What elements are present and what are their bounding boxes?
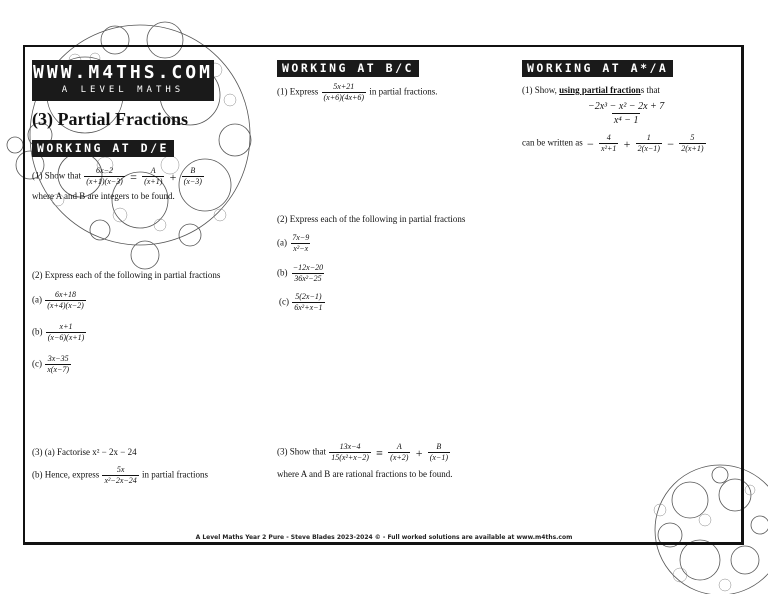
bc-q1: (1) Express $\frac{5x+21}{(x+6)(4x+6)}$ in partial fractions. — [277, 82, 438, 102]
bc-q2-intro: (2) Express each of the following in partial fractions — [277, 214, 466, 224]
tag-working-bc: WORKING AT B/C — [277, 60, 419, 77]
logo-url: WWW.M4THS.COM — [33, 62, 213, 83]
de-q1-fraction: $\frac{6x-2}{(x+1)(x-3)}$ — [86, 166, 123, 186]
de-q1-term-a: $\frac{A}{(x+1)}$ — [144, 166, 163, 186]
bc-q2c: (c) $\frac{5(2x-1)}{\text{6x²+x−1}}$ — [279, 292, 323, 312]
de-q1: (1) Show that $\frac{6x-2}{(x+1)(x-3)}$ = $\frac{A}{(x+1)}$ + $\frac{B}{(x-3)}$ — [32, 166, 202, 186]
page-title: (3) Partial Fractions — [32, 109, 188, 129]
bc-q2b: (b) $\frac{-12x-20}{\text{36x²−25}}$ — [277, 263, 324, 283]
de-q2-intro: (2) Express each of the following in partial fractions — [32, 270, 221, 280]
astar-q1-main-fraction: $\frac{\text{−2x³ − x² − 2x + 7}}{\text{x⁴ − 1}}$ — [588, 101, 665, 126]
logo-subtitle: A LEVEL MATHS — [61, 85, 185, 95]
bc-q3: (3) Show that $\frac{13x-4}{\text{15(x²+x−2)}}$ ≡ $\frac{A}{(x+2)}$ + $\frac{B}{(x-1)}$ — [277, 442, 448, 462]
tag-working-de: WORKING AT D/E — [32, 140, 174, 157]
bc-q3-line2: where A and B are rational fractions to be found. — [277, 469, 453, 479]
bc-q2a: (a) $\frac{7x-9}{\text{x²−x}}$ — [277, 233, 310, 253]
de-q1-prefix: (1) Show that — [32, 170, 81, 181]
de-q2c: (c) $\frac{3x-35}{x(x-7)}$ — [32, 354, 70, 374]
tag-working-astar: WORKING AT A*/A — [522, 60, 673, 77]
astar-q1-result: can be written as − $\frac{4}{\text{x²+1}}$ + $\frac{1}{2(x-1)}$ − $\frac{5}{2(x+1)}$ — [522, 133, 704, 153]
de-q3b: (b) Hence, express $\frac{5x}{\text{x²−2x−24}}$ in partial fractions — [32, 465, 208, 485]
de-q1-line2: where A and B are integers to be found. — [32, 191, 175, 201]
de-q2b: (b) $\frac{x+1}{(x-6)(x+1)}$ — [32, 322, 85, 342]
de-q1-term-b: $\frac{B}{(x-3)}$ — [183, 166, 202, 186]
de-q2a: (a) $\frac{6x+18}{(x+4)(x-2)}$ — [32, 290, 84, 310]
underlined-phrase: using partial fraction — [559, 85, 641, 95]
astar-q1-line1: (1) Show, using partial fractions that — [522, 85, 660, 95]
footer-credit: A Level Maths Year 2 Pure - Steve Blades 2023-2024 © - Full worked solutions are available at www.m4ths.com — [195, 534, 573, 541]
de-q3a: (3) (a) Factorise x² − 2x − 24 — [32, 447, 137, 457]
m4ths-logo — [32, 60, 214, 101]
